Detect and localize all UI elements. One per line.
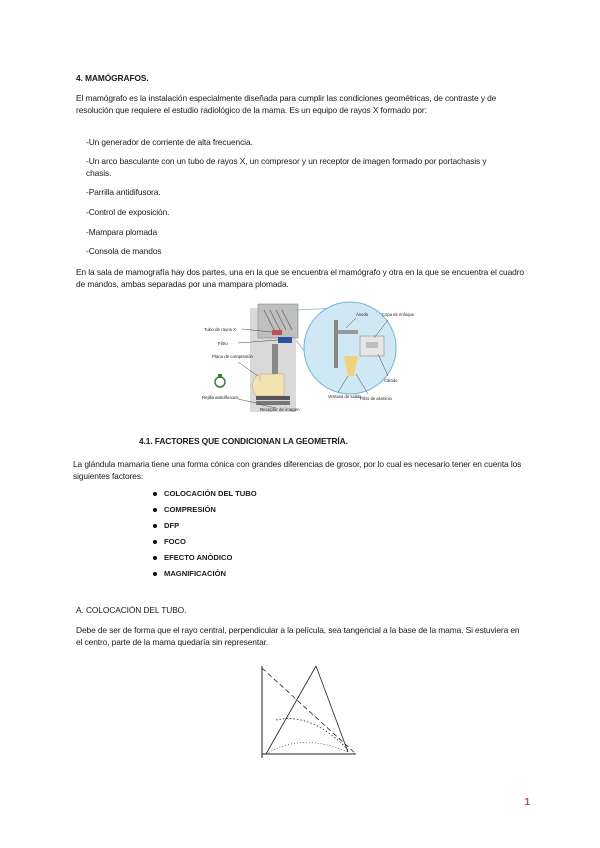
diagram-label: Ánodo [356, 312, 369, 317]
diagram-label: Filtro [218, 341, 228, 346]
diagram-label: Cátodo [384, 378, 398, 383]
list-item: -Mampara plomada [86, 227, 158, 237]
bullet-icon [153, 556, 157, 560]
list-item: -Un arco basculante con un tubo de rayos X, un compresor y un receptor de imagen formado por portachasis y chasis. [86, 156, 487, 178]
room-paragraph: En la sala de mamografía hay dos partes, una en la que se encuentra el mamógrafo y otra en la que se encuentra el cuadro de mandos, ambas separadas por una mampara plomada. [76, 267, 524, 289]
section-a-heading: A. COLOCACIÓN DEL TUBO. [76, 605, 187, 615]
list-item: COMPRESIÓN [164, 505, 216, 514]
diagram-label: Receptor de imagen [260, 407, 300, 412]
list-item: -Un generador de corriente de alta frecuencia. [86, 137, 253, 147]
intro-paragraph: El mamógrafo es la instalación especialmente diseñada para cumplir las condiciones geométricas, de contraste y de resolución que requiere el estudio radiológico de la mama. Es un equipo de rayos X formado por: [76, 93, 497, 115]
section-heading: 4. MAMÓGRAFOS. [76, 73, 149, 83]
subsection-heading: 4.1. FACTORES QUE CONDICIONAN LA GEOMETRÍA. [139, 436, 348, 446]
diagram-label: Filtro de aluminio [360, 396, 392, 401]
diagram-label: Copa de enfoque [382, 312, 415, 317]
bullet-icon [153, 524, 157, 528]
list-item: EFECTO ANÓDICO [164, 553, 233, 562]
list-item: COLOCACIÓN DEL TUBO [164, 489, 257, 498]
bullet-icon [153, 572, 157, 576]
diagram-label: Tubo de rayos X [204, 327, 237, 332]
bullet-icon [153, 492, 157, 496]
list-item: -Parrilla antidifusora. [86, 187, 161, 197]
factors-intro: La glándula mamaria tiene una forma cónica con grandes diferencias de grosor, por lo cual es necesario tener en cuenta los siguientes factores: [73, 459, 522, 481]
diagram-label: Rejilla antidifusora [202, 395, 238, 400]
list-item: -Consola de mandos [86, 246, 162, 256]
diagram-label: Ventana de salida [328, 394, 362, 399]
list-item: DFP [164, 521, 180, 530]
tube-position-sketch [252, 662, 362, 762]
diagram-label: Placa de compresión [212, 354, 254, 359]
mammograph-diagram [198, 300, 415, 414]
bullet-icon [153, 508, 157, 512]
list-item: FOCO [164, 537, 186, 546]
page-number: 1 [524, 797, 530, 808]
bullet-icon [153, 540, 157, 544]
section-a-paragraph: Debe de ser de forma que el rayo central, perpendicular a la película, sea tangencial a la base de la mama. Si estuviera en el centro, parte de la mama quedaría sin representar. [76, 625, 520, 647]
list-item: MAGNIFICACIÓN [164, 569, 227, 578]
list-item: -Control de exposición. [86, 207, 170, 217]
